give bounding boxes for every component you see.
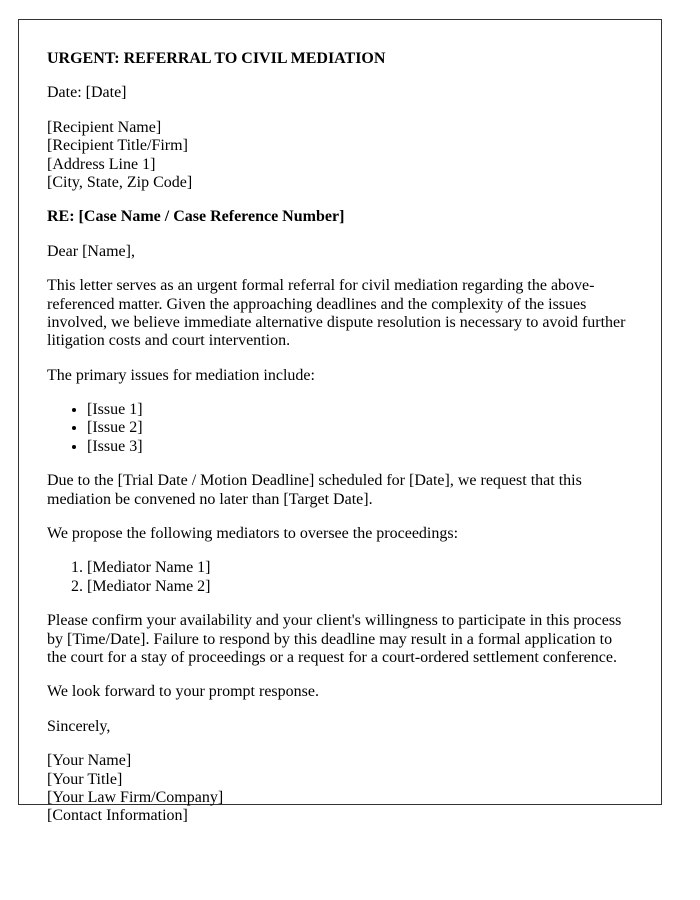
letter-title: URGENT: REFERRAL TO CIVIL MEDIATION [47,50,386,67]
letter-document [18,19,662,825]
issues-list [47,401,633,456]
issue-item: • [Issue 3] [87,438,633,456]
issues-intro: The primary issues for mediation include: [47,366,315,384]
recipient-name-line: [Recipient Name] [47,118,162,136]
issue-item: • [Issue 2] [87,419,633,437]
signature-firm: [Your Law Firm/Company] [47,788,224,806]
intro-paragraph: This letter serves as an urgent formal referral for civil mediation regarding the above-referenced matter. Given the approaching deadlines and the complexity of the issues involved, we believe immediate alternative dispute resolution is necessary to avoid further litigation costs and court intervention. [47,277,626,350]
recipient-address-line: [Address Line 1] [47,155,156,173]
recipient-title-line: [Recipient Title/Firm] [47,137,188,155]
mediator-item: 1. [Mediator Name 1] [87,559,633,577]
re-line: RE: [Case Name / Case Reference Number] [47,208,345,226]
confirm-paragraph: Please confirm your availability and your client's willingness to participate in this process by [Time/Date]. Failure to respond by this deadline may result in a formal application to the court for a stay of proceedings or a request for a court-ordered settlement conference. [47,612,622,666]
mediator-item: 2. [Mediator Name 2] [87,578,633,596]
issue-item: • [Issue 1] [87,401,633,419]
signoff: Sincerely, [47,717,111,735]
recipient-city-line: [City, State, Zip Code] [47,173,193,191]
closing-paragraph: We look forward to your prompt response. [47,683,319,701]
signature-title: [Your Title] [47,770,123,788]
recipient-block [47,119,633,193]
date-line: Date: [Date] [47,84,127,102]
deadline-paragraph: Due to the [Trial Date / Motion Deadline] scheduled for [Date], we request that this mediation be convened no later than [Target Date]. [47,472,582,508]
salutation: Dear [Name], [47,242,135,260]
signature-contact: [Contact Information] [47,807,188,825]
mediators-list [47,559,633,596]
mediators-intro: We propose the following mediators to oversee the proceedings: [47,525,459,543]
signature-name: [Your Name] [47,752,132,770]
signature-block [47,752,633,826]
